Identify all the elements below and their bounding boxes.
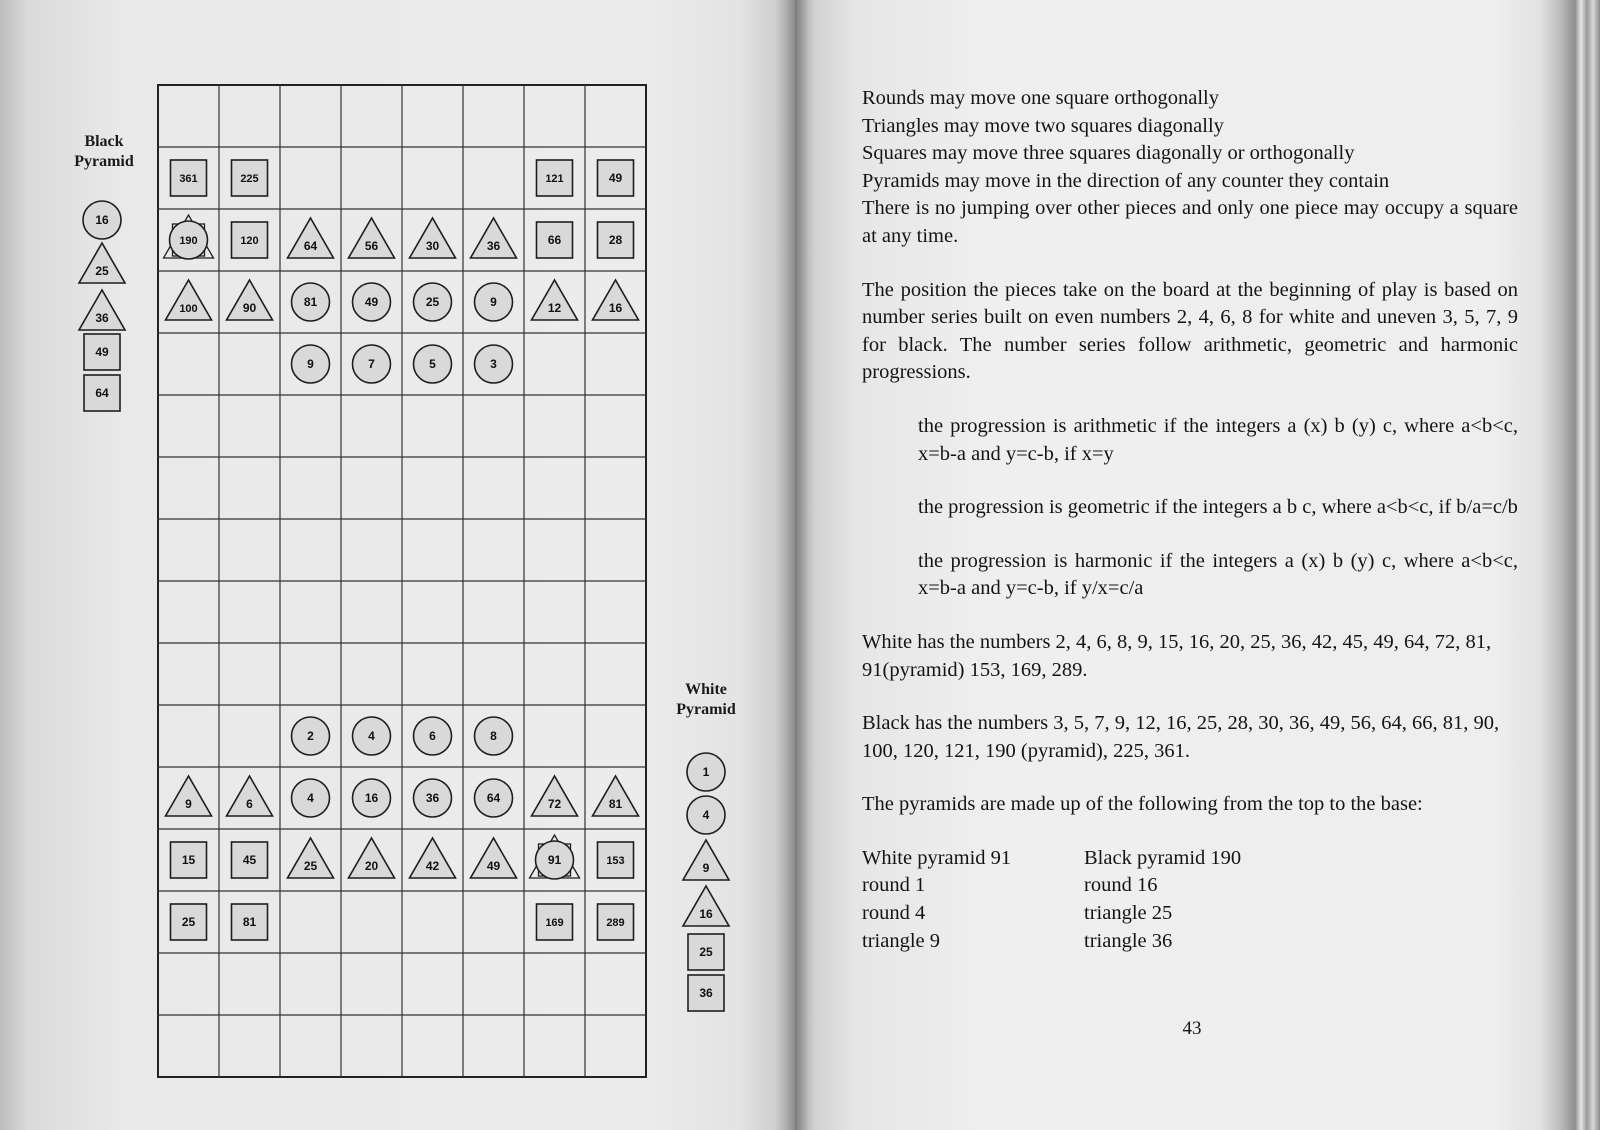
triangle-piece xyxy=(683,840,729,880)
white-pyramid-item: round 4 xyxy=(862,902,926,925)
move-rule-triangles: Triangles may move two squares diagonally xyxy=(862,114,1224,137)
piece-value: 25 xyxy=(425,295,440,309)
square-piece xyxy=(598,160,634,196)
piece-value: 190 xyxy=(179,235,198,247)
circle-piece xyxy=(475,283,513,321)
white-pyramid-item: White pyramid 91 xyxy=(862,846,1012,869)
piece-value: 64 xyxy=(95,386,109,400)
piece-value: 225 xyxy=(240,173,259,185)
triangle-piece xyxy=(166,280,212,320)
triangle-piece xyxy=(349,218,395,258)
piece-value: 36 xyxy=(486,239,501,253)
piece-value: 81 xyxy=(303,295,318,309)
piece-value: 36 xyxy=(425,791,440,805)
piece-value: 25 xyxy=(181,915,196,929)
move-rule-pyramids: Pyramids may move in the direction of any counter they contain xyxy=(862,169,1390,192)
black-pyramid-label-line1: Black xyxy=(84,133,124,150)
circle-piece xyxy=(414,717,452,755)
book-spine-shadow xyxy=(775,0,815,1130)
circle-piece xyxy=(687,753,725,791)
circle-piece xyxy=(414,345,452,383)
piece-value: 45 xyxy=(242,853,257,867)
piece-value: 6 xyxy=(246,797,253,811)
square-piece xyxy=(171,842,207,878)
piece-value: 81 xyxy=(242,915,257,929)
piece-value: 2 xyxy=(307,729,314,743)
black-pyramid-item: triangle 36 xyxy=(1084,929,1173,952)
triangle-piece xyxy=(532,776,578,816)
piece-value: 49 xyxy=(364,295,379,309)
piece-value: 4 xyxy=(368,729,375,743)
triangle-piece xyxy=(227,776,273,816)
triangle-piece xyxy=(593,280,639,320)
square-piece xyxy=(232,842,268,878)
triangle-piece xyxy=(471,838,517,878)
circle-piece xyxy=(414,283,452,321)
piece-value: 36 xyxy=(699,986,713,1000)
square-piece xyxy=(84,334,120,370)
triangle-piece xyxy=(79,243,125,283)
square-piece xyxy=(537,222,573,258)
black-pyramid-column xyxy=(1084,845,1384,955)
piece-value: 56 xyxy=(364,239,379,253)
piece-value: 5 xyxy=(429,357,436,371)
triangle-piece xyxy=(471,218,517,258)
piece-value: 30 xyxy=(425,239,440,253)
circle-piece xyxy=(353,283,391,321)
piece-value: 49 xyxy=(95,345,109,359)
circle-piece xyxy=(475,345,513,383)
triangle-piece xyxy=(410,218,456,258)
black-pyramid-item: triangle 25 xyxy=(1084,902,1173,925)
white-pyramid-column xyxy=(862,845,1084,955)
piece-value: 121 xyxy=(545,173,564,185)
piece-value: 64 xyxy=(486,791,501,805)
piece-value: 9 xyxy=(185,797,192,811)
piece-value: 8 xyxy=(490,729,497,743)
harmonic-definition: the progression is harmonic if the integers a (x) b (y) c, where a<b<c, x=b-a and y=c-b, if y/x=c/a xyxy=(918,549,1518,600)
arithmetic-definition: the progression is arithmetic if the integers a (x) b (y) c, where a<b<c, x=b-a and y=c-b, if x=y xyxy=(918,414,1518,465)
piece-value: 9 xyxy=(702,861,710,875)
triangle-piece xyxy=(288,218,334,258)
piece-value: 90 xyxy=(242,301,257,315)
circle-piece xyxy=(475,717,513,755)
piece-value: 4 xyxy=(307,791,314,805)
pyramid-composition-table xyxy=(862,845,1518,955)
circle-piece xyxy=(83,201,121,239)
piece-value: 25 xyxy=(303,859,318,873)
piece-value: 16 xyxy=(364,791,379,805)
square-piece xyxy=(84,375,120,411)
square-piece xyxy=(232,904,268,940)
circle-piece xyxy=(353,717,391,755)
piece-value: 91 xyxy=(547,853,562,867)
piece-value: 7 xyxy=(368,357,375,371)
white-pyramid-item: round 1 xyxy=(862,874,926,897)
circle-piece xyxy=(292,717,330,755)
piece-value: 16 xyxy=(699,907,713,921)
black-numbers-paragraph: Black has the numbers 3, 5, 7, 9, 12, 16, 25, 28, 30, 36, 49, 56, 64, 66, 81, 90, 100, 120, 121, 190 (pyramid), 225, 361. xyxy=(862,712,1500,762)
piece-value: 6 xyxy=(429,729,436,743)
piece-value: 49 xyxy=(486,859,501,873)
piece-value: 9 xyxy=(307,357,314,371)
pyramid-piece xyxy=(530,835,580,879)
square-piece xyxy=(688,934,724,970)
piece-value: 16 xyxy=(95,213,109,227)
circle-piece xyxy=(475,779,513,817)
square-piece xyxy=(232,222,268,258)
square-piece xyxy=(171,160,207,196)
piece-value: 16 xyxy=(608,301,623,315)
piece-value: 1 xyxy=(702,765,710,779)
square-piece xyxy=(688,975,724,1011)
circle-piece xyxy=(292,283,330,321)
square-piece xyxy=(598,222,634,258)
white-numbers-paragraph: White has the numbers 2, 4, 6, 8, 9, 15, 16, 20, 25, 36, 42, 45, 49, 64, 72, 81, 91(pyramid) 153, 169, 289. xyxy=(862,630,1492,681)
black-pyramid-item: Black pyramid 190 xyxy=(1084,846,1242,869)
piece-value: 25 xyxy=(699,945,713,959)
black-pyramid-item: round 16 xyxy=(1084,874,1158,897)
triangle-piece xyxy=(349,838,395,878)
triangle-piece xyxy=(593,776,639,816)
piece-value: 49 xyxy=(608,171,623,185)
piece-value: 153 xyxy=(606,855,625,867)
page-number: 43 xyxy=(1182,1018,1202,1039)
piece-value: 12 xyxy=(547,301,562,315)
piece-value: 25 xyxy=(95,264,109,278)
square-piece xyxy=(537,160,573,196)
starting-position-paragraph: The position the pieces take on the board at the beginning of play is based on number series built on even numbers 2, 4, 6, 8 for white and uneven 3, 5, 7, 9 for black. The number series follow arithmetic, geometric and harmonic progressions. xyxy=(862,278,1518,384)
white-pyramid-label xyxy=(664,680,748,720)
piece-value: 3 xyxy=(490,357,497,371)
piece-value: 289 xyxy=(606,917,625,929)
circle-piece xyxy=(414,779,452,817)
move-rule-squares: Squares may move three squares diagonally or orthogonally xyxy=(862,142,1355,165)
black-pyramid-label-line2: Pyramid xyxy=(74,153,134,170)
pyramids-intro: The pyramids are made up of the following from the top to the base: xyxy=(862,793,1423,816)
piece-value: 4 xyxy=(702,808,710,822)
circle-piece xyxy=(353,345,391,383)
triangle-piece xyxy=(683,886,729,926)
white-pyramid-item: triangle 9 xyxy=(862,929,940,952)
piece-value: 15 xyxy=(181,853,196,867)
piece-value: 72 xyxy=(547,797,562,811)
piece-value: 66 xyxy=(547,233,562,247)
piece-value: 9 xyxy=(490,295,497,309)
triangle-piece xyxy=(288,838,334,878)
triangle-piece xyxy=(166,776,212,816)
piece-value: 20 xyxy=(364,859,379,873)
rules-text xyxy=(862,85,1518,955)
triangle-piece xyxy=(410,838,456,878)
piece-value: 361 xyxy=(179,173,198,185)
square-piece xyxy=(598,842,634,878)
square-piece xyxy=(598,904,634,940)
move-rule-rounds: Rounds may move one square orthogonally xyxy=(862,87,1219,109)
geometric-definition: the progression is geometric if the integers a b c, where a<b<c, if b/a=c/b xyxy=(918,496,1518,519)
no-jumping-rule: There is no jumping over other pieces and only one piece may occupy a square at any time. xyxy=(862,197,1518,247)
piece-value: 81 xyxy=(608,797,623,811)
piece-value: 120 xyxy=(240,235,259,247)
square-piece xyxy=(537,904,573,940)
piece-value: 28 xyxy=(608,233,623,247)
piece-value: 64 xyxy=(303,239,318,253)
piece-value: 36 xyxy=(95,311,109,325)
circle-piece xyxy=(292,779,330,817)
piece-value: 42 xyxy=(425,859,440,873)
circle-piece xyxy=(687,796,725,834)
left-page xyxy=(0,0,795,1130)
white-pyramid-label-line2: Pyramid xyxy=(676,701,736,718)
triangle-piece xyxy=(79,290,125,330)
circle-piece xyxy=(353,779,391,817)
white-pyramid-label-line1: White xyxy=(685,681,727,698)
square-piece xyxy=(171,904,207,940)
triangle-piece xyxy=(532,280,578,320)
triangle-piece xyxy=(227,280,273,320)
piece-value: 100 xyxy=(179,303,198,315)
circle-piece xyxy=(292,345,330,383)
piece-value: 169 xyxy=(545,917,564,929)
black-pyramid-label xyxy=(62,132,146,172)
square-piece xyxy=(232,160,268,196)
pyramid-piece xyxy=(164,215,214,259)
